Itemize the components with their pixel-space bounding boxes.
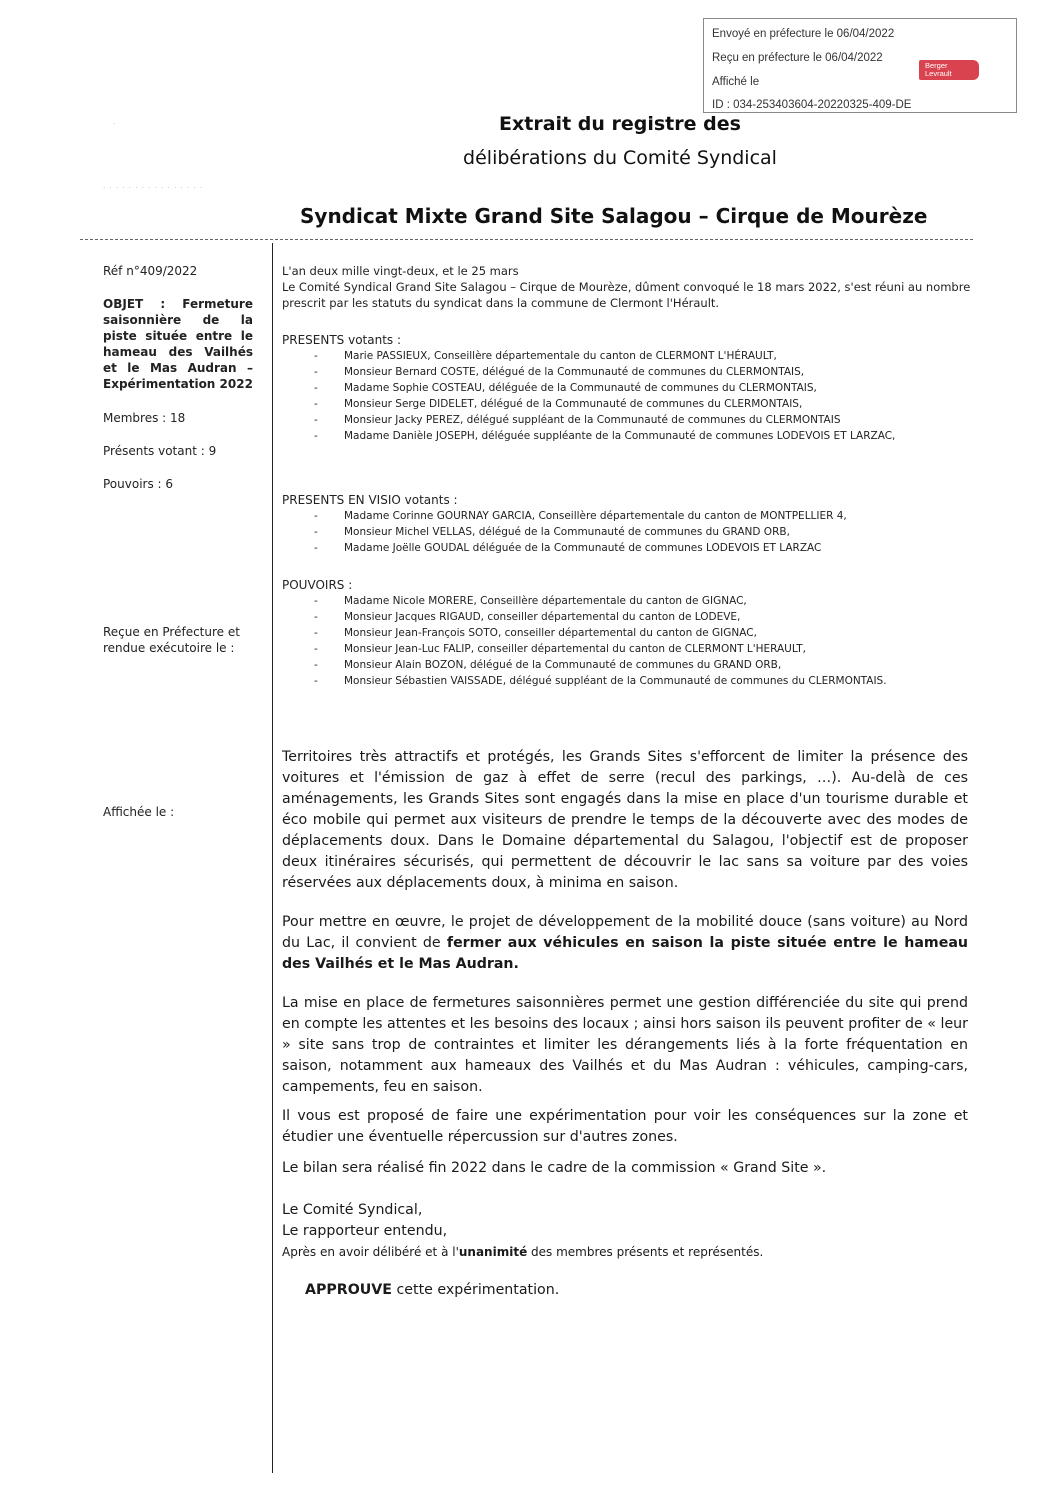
paragraph-seasonal-closure: La mise en place de fermetures saisonnières permet une gestion différenciée du site qui prend en compte les attentes et les besoins des locaux ; ainsi hors saison ils peuvent profiter de « leur » site sans trop de contraintes et limiter les dérangements liés à la forte fréquentation en saison, notamment aux hameaux des Vailhés et du Mas Audran : véhicules, camping-cars, campements, feu en saison. — [282, 995, 968, 1095]
stamp-posted: Affiché le — [712, 76, 760, 88]
list-item: - Monsieur Serge DIDELET, délégué de la Communauté de communes du CLERMONTAIS, — [282, 396, 895, 412]
proposal-bold: fermer aux véhicules en saison la piste située entre le hameau des Vailhés et le Mas Audran. — [282, 935, 969, 972]
vote-unanimite: unanimité — [458, 1245, 528, 1259]
paragraph-experiment: Il vous est proposé de faire une expérimentation pour voir les conséquences sur la zone et étudier une éventuelle répercussion sur d'autres zones. — [282, 1108, 968, 1145]
approve-text: cette expérimentation. — [391, 1282, 560, 1298]
paragraph-review: Le bilan sera réalisé fin 2022 dans le cadre de la commission « Grand Site ». — [282, 1160, 827, 1176]
approve-keyword: APPROUVE — [305, 1282, 392, 1298]
membres-count: Membres : 18 — [103, 411, 186, 425]
stamp-id: ID : 034-253403604-20220325-409-DE — [712, 99, 912, 111]
paragraph-context: Territoires très attractifs et protégés, les Grands Sites s'efforcent de limiter la présence des voitures et l'émission de gaz à effet de serre (recul des parkings, …). Au-delà de ces aménagements, les Grands Sites sont engagés dans la mise en place d'un tourisme durable et éco mobile qui permet aux visiteurs de prendre le temps de la découverte avec des modes de déplacements doux. Dans le Domaine départemental du Salagou, l'objectif est de proposer deux itinéraires sécurisés, qui permettent de découvrir le lac sans sa voiture par des voies réservées aux déplacements doux, à minima en saison. — [282, 749, 968, 891]
list-item: - Monsieur Jacques RIGAUD, conseiller départemental du canton de LODEVE, — [282, 609, 887, 625]
document-subtitle: délibérations du Comité Syndical — [463, 147, 777, 169]
logo-line1: Berger — [925, 61, 948, 70]
list-item: - Madame Danièle JOSEPH, déléguée suppléante de la Communauté de communes LODEVOIS ET LARZAC, — [282, 428, 895, 444]
pouvoirs-list — [282, 593, 887, 689]
list-item: - Monsieur Michel VELLAS, délégué de la Communauté de communes du GRAND ORB, — [282, 524, 847, 540]
intro-block — [282, 263, 972, 311]
visio-section — [282, 492, 847, 556]
reference-number: Réf n°409/2022 — [103, 264, 198, 278]
visio-heading: PRESENTS EN VISIO votants : — [282, 493, 458, 507]
document-title: Extrait du registre des — [499, 113, 741, 135]
presents-heading: PRESENTS votants : — [282, 333, 402, 347]
list-item: - Monsieur Jacky PEREZ, délégué suppléant de la Communauté de communes du CLERMONTAIS — [282, 412, 895, 428]
closing-vote — [282, 1242, 968, 1263]
list-item: - Madame Nicole MORERE, Conseillère départementale du canton de GIGNAC, — [282, 593, 887, 609]
pouvoirs-heading: POUVOIRS : — [282, 578, 353, 592]
closing-rapporteur: Le rapporteur entendu, — [282, 1223, 448, 1239]
presents-list — [282, 348, 895, 444]
presents-votants-count: Présents votant : 9 — [103, 444, 217, 458]
list-item: - Monsieur Alain BOZON, délégué de la Communauté de communes du GRAND ORB, — [282, 657, 887, 673]
scan-artifact: . . . . . . . . . . . . . . . . — [103, 182, 203, 190]
column-divider — [272, 243, 273, 1473]
list-item: - Monsieur Jean-Luc FALIP, conseiller départemental du canton de CLERMONT L'HERAULT, — [282, 641, 887, 657]
vote-text-start: Après en avoir délibéré et à l' — [282, 1245, 459, 1259]
list-item: - Madame Joëlle GOUDAL déléguée de la Communauté de communes LODEVOIS ET LARZAC — [282, 540, 847, 556]
affichee-label: Affichée le : — [103, 805, 175, 819]
vote-text-end: des membres présents et représentés. — [527, 1245, 764, 1259]
list-item: - Madame Sophie COSTEAU, déléguée de la Communauté de communes du CLERMONTAIS, — [282, 380, 895, 396]
prefecture-stamp — [703, 18, 1017, 113]
list-item: - Monsieur Bernard COSTE, délégué de la Communauté de communes du CLERMONTAIS, — [282, 364, 895, 380]
stamp-sent: Envoyé en préfecture le 06/04/2022 — [712, 28, 895, 40]
pouvoirs-section — [282, 577, 887, 689]
objet-label: OBJET : Fermeture saisonnière de la piste située entre le hameau des Vailhés et le Mas Audran – Expérimentation 2022 — [103, 297, 253, 391]
header-divider — [80, 239, 973, 240]
pouvoirs-count: Pouvoirs : 6 — [103, 477, 174, 491]
visio-list — [282, 508, 847, 556]
list-item: - Monsieur Jean-François SOTO, conseiller départemental du canton de GIGNAC, — [282, 625, 887, 641]
list-item: - Monsieur Sébastien VAISSADE, délégué suppléant de la Communauté de communes du CLERMONTAIS. — [282, 673, 887, 689]
berger-levrault-logo — [919, 60, 979, 80]
paragraph-proposal — [282, 912, 968, 975]
stamp-received: Reçu en préfecture le 06/04/2022 — [712, 52, 883, 64]
closing-block — [282, 1200, 968, 1263]
syndicat-name: Syndicat Mixte Grand Site Salagou – Cirque de Mourèze — [300, 204, 928, 228]
logo-line2: Levrault — [925, 69, 952, 78]
presents-section — [282, 332, 895, 444]
list-item: - Madame Corinne GOURNAY GARCIA, Conseillère départementale du canton de MONTPELLIER 4, — [282, 508, 847, 524]
prefecture-receipt-label: Reçue en Préfecture et rendue exécutoire le : — [103, 625, 240, 655]
scan-artifact: · — [113, 120, 117, 128]
list-item: - Marie PASSIEUX, Conseillère départementale du canton de CLERMONT L'HÉRAULT, — [282, 348, 895, 364]
intro-convocation: Le Comité Syndical Grand Site Salagou – Cirque de Mourèze, dûment convoqué le 18 mars 2022, s'est réuni au nombre prescrit par les statuts du syndicat dans la commune de Clermont l'Hérault. — [282, 280, 971, 310]
closing-comite: Le Comité Syndical, — [282, 1202, 423, 1218]
approval-line — [305, 1280, 991, 1301]
intro-date-line: L'an deux mille vingt-deux, et le 25 mars — [282, 264, 519, 278]
proposal-text: Pour mettre en œuvre, le projet de développement de la mobilité douce (sans voiture) au Nord du Lac, il convient de — [282, 914, 968, 951]
